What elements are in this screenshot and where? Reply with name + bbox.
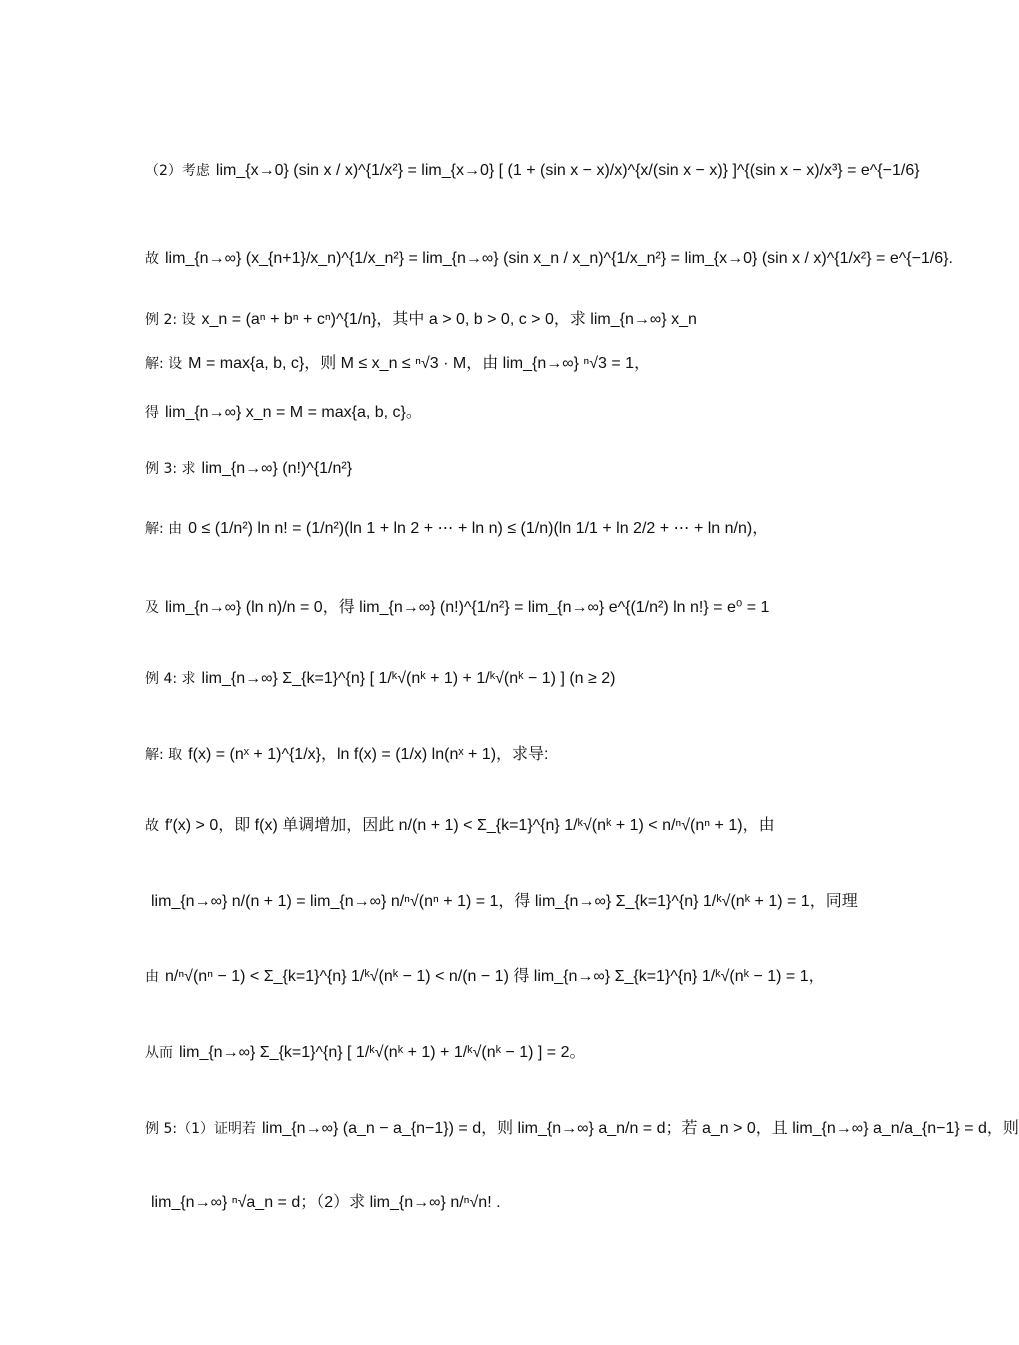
line-label: 例 4: 求 bbox=[145, 671, 196, 687]
line-label: 解: 设 bbox=[145, 356, 183, 372]
line-label: 故 bbox=[145, 251, 159, 267]
text-line bbox=[145, 1118, 1019, 1139]
line-label: 例 3: 求 bbox=[145, 461, 196, 477]
text-line bbox=[145, 891, 858, 912]
text-line bbox=[145, 1042, 845, 1063]
text-line bbox=[145, 597, 845, 618]
text-line bbox=[145, 458, 845, 479]
line-label: 解: 由 bbox=[145, 521, 183, 537]
line-label: 例 5:（1）证明若 bbox=[145, 1121, 256, 1137]
math-expression: lim_{n→∞} (a_n − a_{n−1}) = d，则 lim_{n→∞} a_n/n = d；若 a_n > 0，且 lim_{n→∞} a_n/a_{n−1} = d，则 bbox=[261, 1120, 1019, 1137]
line-label: （2）考虑 bbox=[145, 163, 210, 179]
line-label: 由 bbox=[145, 969, 159, 985]
math-expression: f(x) = (nˣ + 1)^{1/x}，ln f(x) = (1/x) ln(nˣ + 1)，求导: bbox=[188, 746, 549, 763]
line-label: 例 2: 设 bbox=[145, 312, 196, 328]
math-expression: lim_{n→∞} (x_{n+1}/x_n)^{1/x_n²} = lim_{n→∞} (sin x_n / x_n)^{1/x_n²} = lim_{x→0} (sin x / x)^{1/x²} = e^{−1/6}. bbox=[165, 250, 953, 267]
text-line bbox=[145, 815, 845, 836]
text-line bbox=[145, 1192, 845, 1213]
text-line bbox=[145, 744, 845, 765]
line-label: 解: 取 bbox=[145, 747, 183, 763]
text-line bbox=[145, 353, 845, 374]
math-expression: lim_{n→∞} (ln n)/n = 0，得 lim_{n→∞} (n!)^{1/n²} = lim_{n→∞} e^{(1/n²) ln n!} = e⁰ = 1 bbox=[165, 599, 770, 616]
text-line bbox=[145, 518, 845, 539]
line-label: 得 bbox=[145, 405, 159, 421]
math-expression: lim_{n→∞} (n!)^{1/n²} bbox=[201, 460, 353, 477]
text-line bbox=[145, 966, 845, 987]
math-expression: M = max{a, b, c}，则 M ≤ x_n ≤ ⁿ√3 · M，由 lim_{n→∞} ⁿ√3 = 1， bbox=[188, 355, 651, 372]
math-expression: lim_{n→∞} ⁿ√a_n = d；（2）求 lim_{n→∞} n/ⁿ√n! . bbox=[151, 1194, 501, 1211]
math-expression: lim_{n→∞} n/(n + 1) = lim_{n→∞} n/ⁿ√(nⁿ + 1) = 1，得 lim_{n→∞} Σ_{k=1}^{n} 1/ᵏ√(nᵏ + 1) = 1，同理 bbox=[151, 893, 858, 910]
math-expression: lim_{n→∞} Σ_{k=1}^{n} [ 1/ᵏ√(nᵏ + 1) + 1/ᵏ√(nᵏ − 1) ] (n ≥ 2) bbox=[201, 670, 616, 687]
text-line bbox=[145, 160, 920, 181]
math-expression: f′(x) > 0，即 f(x) 单调增加，因此 n/(n + 1) < Σ_{k=1}^{n} 1/ᵏ√(nᵏ + 1) < n/ⁿ√(nⁿ + 1)，由 bbox=[165, 817, 775, 834]
math-expression: x_n = (aⁿ + bⁿ + cⁿ)^{1/n}，其中 a > 0, b > 0, c > 0，求 lim_{n→∞} x_n bbox=[201, 311, 697, 328]
text-line bbox=[145, 402, 845, 423]
math-expression: n/ⁿ√(nⁿ − 1) < Σ_{k=1}^{n} 1/ᵏ√(nᵏ − 1) < n/(n − 1) 得 lim_{n→∞} Σ_{k=1}^{n} 1/ᵏ√(nᵏ − 1) = 1， bbox=[165, 968, 825, 985]
line-label: 及 bbox=[145, 600, 159, 616]
text-line bbox=[145, 248, 953, 269]
text-line bbox=[145, 668, 845, 689]
math-expression: lim_{n→∞} x_n = M = max{a, b, c}。 bbox=[165, 404, 422, 421]
text-line bbox=[145, 309, 845, 330]
line-label: 故 bbox=[145, 818, 159, 834]
math-expression: lim_{x→0} (sin x / x)^{1/x²} = lim_{x→0} [ (1 + (sin x − x)/x)^{x/(sin x − x)} ]^{(sin x − x)/x³} = e^{−1/6} bbox=[215, 162, 920, 179]
math-expression: 0 ≤ (1/n²) ln n! = (1/n²)(ln 1 + ln 2 + ⋯ + ln n) ≤ (1/n)(ln 1/1 + ln 2/2 + ⋯ + ln n/n)， bbox=[188, 520, 769, 537]
line-label: 从而 bbox=[145, 1045, 173, 1061]
math-expression: lim_{n→∞} Σ_{k=1}^{n} [ 1/ᵏ√(nᵏ + 1) + 1/ᵏ√(nᵏ − 1) ] = 2。 bbox=[179, 1044, 586, 1061]
